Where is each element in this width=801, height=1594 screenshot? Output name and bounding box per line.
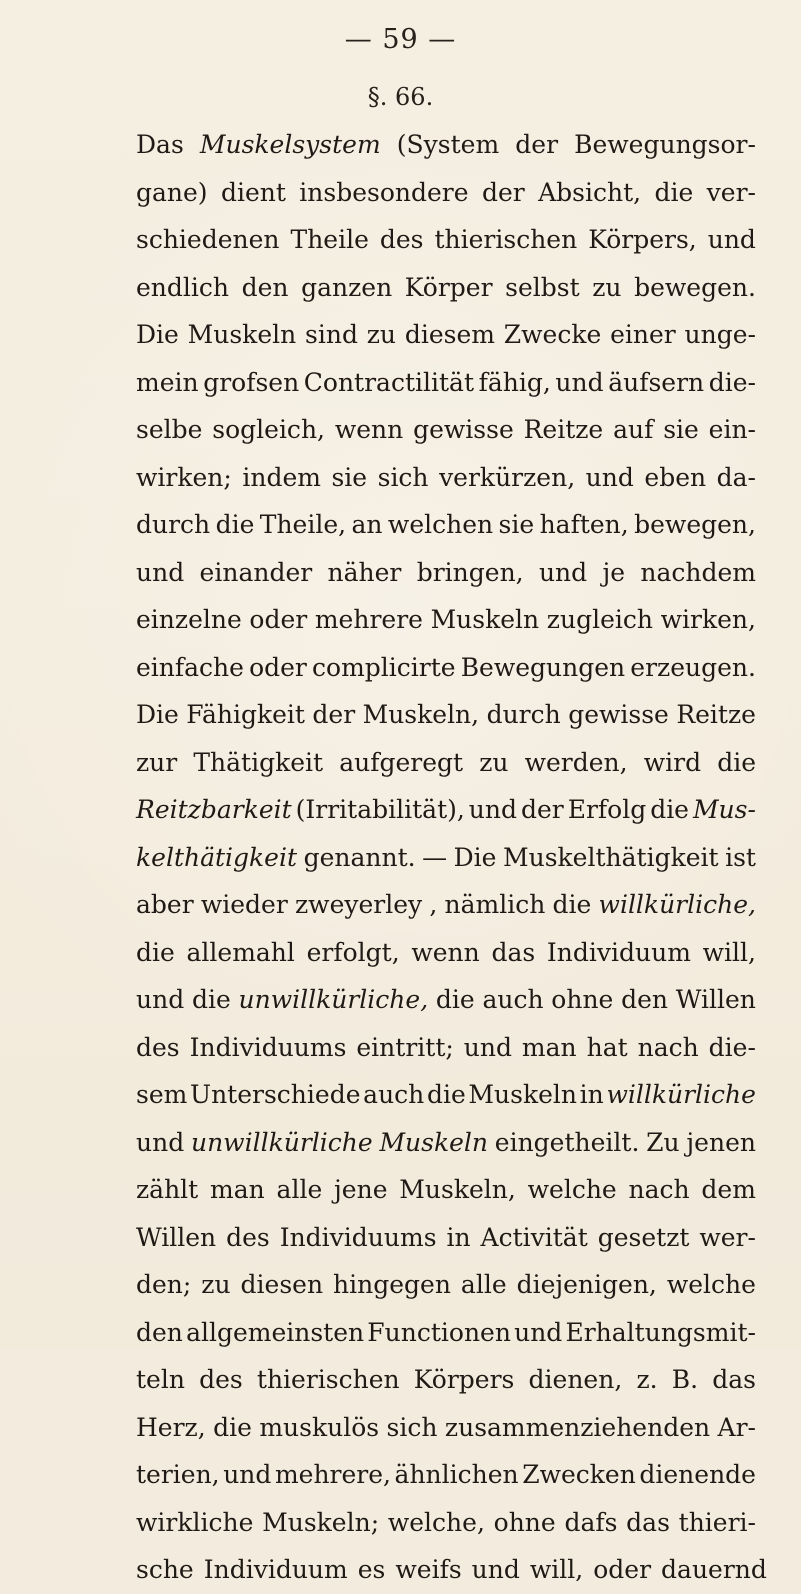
text-line xyxy=(136,1451,756,1499)
word: die xyxy=(435,985,475,1014)
word: zusammenziehenden xyxy=(444,1412,711,1442)
word: Thätigkeit xyxy=(193,747,324,777)
text-line xyxy=(136,1119,756,1167)
word: und xyxy=(136,557,185,587)
word: bewegen. xyxy=(634,272,756,302)
word: dienende xyxy=(639,1460,756,1489)
word: jene xyxy=(334,1175,388,1204)
word: je xyxy=(602,557,626,587)
word: wirken; xyxy=(136,462,232,492)
word: erfolgt, xyxy=(306,937,400,967)
word: Theile xyxy=(290,225,369,254)
word: den xyxy=(241,272,289,302)
text-block xyxy=(136,121,767,1594)
word: des xyxy=(136,1032,180,1062)
word: endlich xyxy=(136,272,229,302)
text-line xyxy=(136,834,756,882)
word: schiedenen xyxy=(136,225,280,254)
word: weifs xyxy=(395,1555,462,1584)
word: allgemeinsten xyxy=(186,1317,365,1347)
word: thierischen xyxy=(256,1365,400,1394)
word: den; xyxy=(136,1270,192,1299)
word: oder xyxy=(249,605,308,634)
word: Zwecken xyxy=(522,1460,636,1489)
word: zu xyxy=(201,1270,231,1299)
word: ist xyxy=(725,842,756,872)
word: terien, xyxy=(136,1460,220,1489)
text-line xyxy=(136,786,756,834)
word: Individuum xyxy=(203,1555,348,1584)
italic-term: kelthätigkeit xyxy=(136,842,298,872)
word: Zu xyxy=(646,1127,680,1157)
word: Muskeln xyxy=(468,1080,577,1109)
word: teln xyxy=(136,1365,185,1394)
word: zur xyxy=(136,747,178,777)
word: Reitze xyxy=(523,415,604,444)
word: Willen xyxy=(136,1222,217,1252)
word: sie xyxy=(498,510,535,539)
word: bewegen, xyxy=(634,510,756,539)
word: und xyxy=(468,795,518,824)
word: Muskeln, xyxy=(362,700,480,729)
word: des xyxy=(226,1222,270,1252)
word: die xyxy=(215,510,255,539)
text-line xyxy=(136,216,756,264)
word: will, xyxy=(529,1555,584,1584)
text-line xyxy=(136,1024,756,1072)
word: an xyxy=(351,510,383,539)
text-line xyxy=(136,311,756,359)
text-line xyxy=(136,739,756,787)
word: Zwecke xyxy=(503,320,602,349)
word: hingegen xyxy=(333,1270,451,1299)
word: Muskelthätigkeit xyxy=(503,842,719,872)
word: wenn xyxy=(411,937,480,967)
word: sie xyxy=(663,415,699,444)
word: unge- xyxy=(684,320,756,349)
word: äufsern xyxy=(608,367,705,397)
word: sich xyxy=(377,462,429,492)
word: Willen xyxy=(675,985,756,1014)
text-line xyxy=(136,549,756,597)
word: die- xyxy=(708,367,756,397)
word: muskulös xyxy=(259,1412,380,1442)
word: Körper xyxy=(404,272,493,302)
word: und xyxy=(555,367,604,397)
word: auch xyxy=(363,1080,425,1109)
word: diejenigen, xyxy=(516,1270,657,1299)
word: der xyxy=(515,130,559,159)
text-line xyxy=(136,121,756,169)
italic-term: Muskelsystem xyxy=(199,130,381,159)
word: diesen xyxy=(240,1270,324,1299)
word: die xyxy=(654,177,694,207)
word: Das xyxy=(136,130,184,159)
word: jenen xyxy=(686,1127,756,1157)
word: wirkliche xyxy=(136,1507,254,1537)
word: sie xyxy=(331,462,368,492)
word: Individuum xyxy=(546,937,691,967)
word: Bewegungen xyxy=(460,652,626,682)
word: die xyxy=(136,937,175,967)
word: wer- xyxy=(699,1222,756,1252)
word: das xyxy=(491,937,536,967)
word: die xyxy=(426,1080,466,1109)
word: (Irritabilität), xyxy=(295,795,465,824)
text-line xyxy=(136,406,756,454)
word: da- xyxy=(716,462,756,492)
word: — xyxy=(422,842,448,872)
word: und xyxy=(707,225,756,254)
italic-term: Mus- xyxy=(692,795,756,824)
word: zweyerley xyxy=(295,890,423,919)
word: hat xyxy=(586,1032,628,1062)
word: zu xyxy=(366,320,397,349)
word: zu xyxy=(592,272,622,302)
word: den xyxy=(621,985,669,1014)
word: die xyxy=(717,747,756,777)
word: nämlich xyxy=(444,890,546,919)
word: zugleich xyxy=(546,605,653,634)
word: (System xyxy=(396,130,500,159)
word: gesetzt xyxy=(597,1222,690,1252)
word: oder xyxy=(249,652,307,682)
word: gewisse xyxy=(568,700,669,729)
word: durch xyxy=(486,700,561,729)
word: mein xyxy=(136,367,199,397)
word: welche xyxy=(527,1175,617,1204)
word: den xyxy=(136,1317,183,1347)
word: erzeugen. xyxy=(630,652,756,682)
word: die xyxy=(213,1412,252,1442)
word: näher xyxy=(327,557,402,587)
word: Individuums xyxy=(279,1222,437,1252)
word: das xyxy=(626,1507,670,1537)
text-line xyxy=(136,1309,756,1357)
word: B. xyxy=(671,1365,699,1394)
word: und xyxy=(136,985,185,1014)
word: fähig, xyxy=(478,367,551,397)
word: indem xyxy=(242,462,321,492)
word: complicirte xyxy=(312,652,456,682)
word: ohne xyxy=(493,1507,556,1537)
word: welchen xyxy=(387,510,494,539)
word: man xyxy=(210,1175,265,1204)
text-line xyxy=(136,264,756,312)
word: der xyxy=(312,700,356,729)
word: oder xyxy=(593,1555,652,1584)
text-line xyxy=(136,691,756,739)
word: einfache xyxy=(136,652,244,682)
word: Individuums xyxy=(189,1032,347,1062)
word: aufgeregt xyxy=(339,747,464,777)
word: einer xyxy=(610,320,676,349)
word: eben xyxy=(644,462,707,492)
word: ein- xyxy=(708,415,756,444)
word: nach xyxy=(637,1032,699,1062)
word: ganzen xyxy=(301,272,393,302)
word: zählt xyxy=(136,1175,199,1204)
word: ohne xyxy=(551,985,614,1014)
text-line xyxy=(136,1546,767,1594)
word: Erfolg xyxy=(567,795,647,824)
word: mehrere, xyxy=(274,1460,391,1489)
text-line xyxy=(136,976,756,1024)
word: einander xyxy=(199,557,313,587)
word: selbst xyxy=(505,272,580,302)
word: diesem xyxy=(404,320,495,349)
text-line xyxy=(136,929,756,977)
word: und xyxy=(514,1317,563,1347)
word: sche xyxy=(136,1555,194,1584)
word: gewisse xyxy=(413,415,514,444)
word: z. xyxy=(636,1365,658,1394)
word: dauernd xyxy=(661,1555,767,1584)
italic-term: unwillkürliche xyxy=(190,1127,373,1157)
word: Bewegungsor- xyxy=(574,130,756,159)
word: Herz, xyxy=(136,1412,206,1442)
italic-term: Reitzbarkeit xyxy=(136,795,292,824)
italic-term: willkürliche, xyxy=(598,890,756,919)
word: Muskeln xyxy=(430,605,540,634)
word: die xyxy=(552,890,592,919)
word: und xyxy=(223,1460,272,1489)
word: durch xyxy=(136,510,211,539)
word: Muskeln; xyxy=(262,1507,380,1537)
text-line xyxy=(136,644,756,692)
word: Körpers xyxy=(413,1365,515,1394)
word: sind xyxy=(305,320,358,349)
word: auf xyxy=(613,415,654,444)
word: bringen, xyxy=(416,557,524,587)
italic-term: willkürliche xyxy=(606,1080,756,1109)
word: Die xyxy=(136,700,179,729)
word: Theile, xyxy=(259,510,347,539)
word: es xyxy=(357,1555,386,1584)
word: die- xyxy=(708,1032,756,1062)
word: nachdem xyxy=(640,557,756,587)
word: Functionen xyxy=(367,1317,511,1347)
word: Körpers, xyxy=(588,225,697,254)
word: des xyxy=(199,1365,243,1394)
word: eingetheilt. xyxy=(494,1127,640,1157)
word: , xyxy=(429,890,438,919)
word: welche xyxy=(666,1270,756,1299)
text-line xyxy=(136,1356,756,1404)
word: nach xyxy=(628,1175,690,1204)
word: die xyxy=(191,985,231,1014)
word: wird xyxy=(643,747,702,777)
text-line xyxy=(136,596,756,644)
word: genannt. xyxy=(303,842,416,872)
word: und xyxy=(136,1127,185,1157)
word: dafs xyxy=(564,1507,618,1537)
text-line xyxy=(136,501,756,549)
word: mehrere xyxy=(314,605,423,634)
page-number: — 59 — xyxy=(344,24,457,55)
word: wieder xyxy=(200,890,288,919)
word: in xyxy=(579,1080,604,1109)
text-line xyxy=(136,169,756,217)
word: sem xyxy=(136,1080,188,1109)
text-line xyxy=(136,1261,756,1309)
word: auch xyxy=(482,985,544,1014)
word: insbesondere xyxy=(299,177,469,207)
text-line xyxy=(136,359,756,407)
word: und xyxy=(471,1555,520,1584)
word: das xyxy=(712,1365,756,1394)
word: der xyxy=(520,795,564,824)
word: Muskeln xyxy=(187,320,297,349)
text-line xyxy=(136,1071,756,1119)
word: dienen, xyxy=(528,1365,623,1394)
word: ähnlichen xyxy=(394,1460,519,1489)
word: Fähigkeit xyxy=(186,700,305,729)
text-line xyxy=(136,1166,756,1214)
word: thieri- xyxy=(678,1507,756,1537)
word: Die xyxy=(453,842,497,872)
italic-term: Muskeln xyxy=(379,1127,489,1157)
word: haften, xyxy=(539,510,629,539)
word: einzelne xyxy=(136,605,242,634)
word: man xyxy=(521,1032,577,1062)
italic-term: unwillkürliche, xyxy=(238,985,429,1014)
word: Unterschiede xyxy=(190,1080,361,1109)
word: verkürzen, xyxy=(439,462,576,492)
word: gane) xyxy=(136,177,208,207)
word: zu xyxy=(479,747,509,777)
word: und xyxy=(463,1032,512,1062)
text-line xyxy=(136,1499,756,1547)
text-line xyxy=(136,1214,756,1262)
word: Muskeln, xyxy=(399,1175,516,1204)
text-line xyxy=(136,454,756,502)
word: selbe xyxy=(136,415,203,444)
word: der xyxy=(481,177,525,207)
word: thierischen xyxy=(434,225,578,254)
word: die xyxy=(650,795,689,824)
word: wirken, xyxy=(660,605,756,634)
word: Contractilität xyxy=(303,367,474,397)
word: werden, xyxy=(524,747,628,777)
section-heading: §. 66. xyxy=(367,83,434,111)
word: Activität xyxy=(480,1222,588,1252)
word: eintritt; xyxy=(356,1032,454,1062)
word: Ar- xyxy=(717,1412,756,1442)
word: wenn xyxy=(334,415,404,444)
word: und xyxy=(585,462,634,492)
word: sich xyxy=(386,1412,438,1442)
word: Reitze xyxy=(676,700,756,729)
word: allemahl xyxy=(186,937,295,967)
word: sogleich, xyxy=(212,415,325,444)
word: Absicht, xyxy=(538,177,642,207)
word: will, xyxy=(702,937,756,967)
word: alle xyxy=(276,1175,323,1204)
word: des xyxy=(379,225,424,254)
text-line xyxy=(136,1404,756,1452)
word: in xyxy=(446,1222,471,1252)
word: alle xyxy=(460,1270,507,1299)
word: Die xyxy=(136,320,179,349)
word: Erhaltungsmit- xyxy=(565,1317,756,1347)
text-line xyxy=(136,881,756,929)
word: und xyxy=(538,557,588,587)
word: aber xyxy=(136,890,194,919)
word: dient xyxy=(220,177,286,207)
word: welche, xyxy=(387,1507,485,1537)
word: grofsen xyxy=(203,367,300,397)
word: dem xyxy=(701,1175,756,1204)
word: ver- xyxy=(706,177,756,207)
